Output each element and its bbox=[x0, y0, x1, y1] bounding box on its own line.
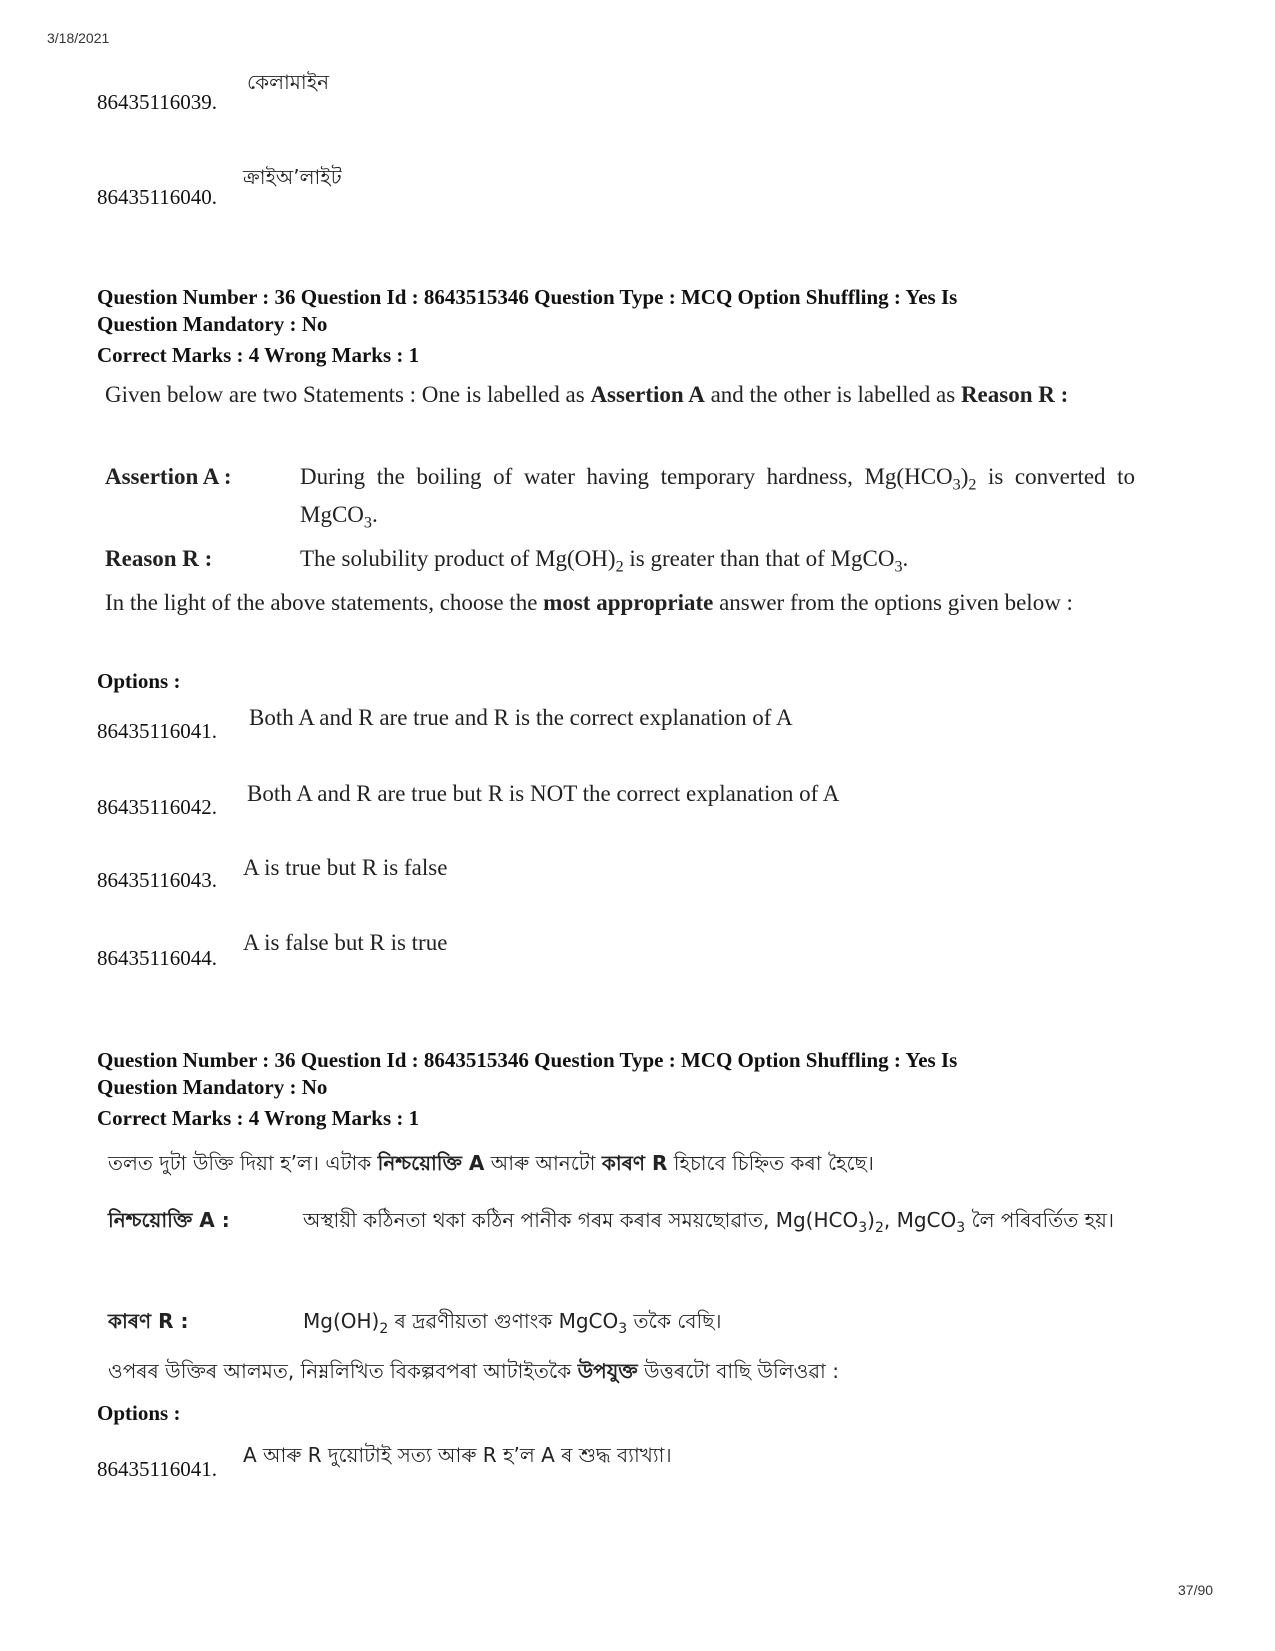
reason-text: $Mg(OH)_2$ ৰ দ্ৰৱণীয়তা গুণাংক MgCO$_3$ তকৈ বেছি। bbox=[303, 1309, 722, 1337]
assertion-text: অস্থায়ী কঠিনতা থকা কঠিন পানীক গৰম কৰাৰ সময়ছোৱাত, $Mg(HCO_3)_2$, MgCO$_3$ লৈ পৰিবৰ্তিত হয়। bbox=[303, 1208, 1115, 1236]
question-header bbox=[97, 284, 1177, 338]
option-text: ক্ৰাইঅ’লাইট bbox=[243, 165, 342, 189]
page-number: 37/90 bbox=[1178, 1582, 1214, 1598]
question-header-line1: Question Number : 36 Question Id : 8643515346 Question Type : MCQ Option Shuffling : Yes Is bbox=[97, 285, 958, 309]
reason-term: কাৰণ R bbox=[601, 1151, 668, 1175]
question-marks: Correct Marks : 4 Wrong Marks : 1 bbox=[97, 343, 420, 367]
assertion-label: নিশ্চয়োক্তি A : bbox=[108, 1208, 230, 1232]
question-header bbox=[97, 1047, 1177, 1101]
option-text: A is false but R is true bbox=[243, 930, 448, 955]
question-intro: Given below are two Statements : One is labelled as Assertion A and the other is labelled as Reason R : bbox=[105, 382, 1069, 407]
question-header-line2: Question Mandatory : No bbox=[97, 1075, 328, 1099]
reason-term: Reason R bbox=[960, 382, 1055, 407]
option-number: 86435116042. bbox=[97, 795, 217, 819]
assertion-term: নিশ্চয়োক্তি A bbox=[377, 1151, 485, 1175]
reason-text: The solubility product of $Mg(OH)_2$ is greater than that of MgCO$_3$. bbox=[300, 546, 909, 576]
question-instruction: ওপৰৰ উক্তিৰ আলমত, নিম্নলিখিত বিকল্পবপৰা আটাইতকৈ উপযুক্ত উত্তৰটো বাছি উলিওৱা : bbox=[108, 1359, 839, 1383]
reason-label: Reason R : bbox=[105, 546, 213, 571]
option-number: 86435116041. bbox=[97, 719, 217, 743]
option-text: Both A and R are true and R is the correct explanation of A bbox=[249, 705, 793, 730]
option-text: A আৰু R দুয়োটাই সত্য আৰু R হ’ল A ৰ শুদ্ধ ব্যাখ্যা। bbox=[243, 1443, 672, 1467]
question-marks: Correct Marks : 4 Wrong Marks : 1 bbox=[97, 1106, 420, 1130]
assertion-text: During the boiling of water having temporary hardness, $Mg(HCO_3)_2$ is converted to MgCO$_3$. bbox=[300, 464, 1136, 532]
option-number: 86435116039. bbox=[97, 90, 217, 114]
option-number: 86435116043. bbox=[97, 868, 217, 892]
question-instruction: In the light of the above statements, choose the most appropriate answer from the options given below : bbox=[105, 590, 1073, 615]
option-text: কেলামাইন bbox=[247, 70, 330, 94]
options-label: Options : bbox=[97, 669, 181, 693]
question-header-line2: Question Mandatory : No bbox=[97, 312, 328, 336]
option-text: Both A and R are true but R is NOT the correct explanation of A bbox=[247, 781, 840, 806]
option-number: 86435116040. bbox=[97, 185, 217, 209]
print-date: 3/18/2021 bbox=[47, 30, 110, 46]
option-text: A is true but R is false bbox=[243, 855, 448, 880]
option-number: 86435116044. bbox=[97, 946, 217, 970]
question-intro: তলত দুটা উক্তি দিয়া হ’ল। এটাক নিশ্চয়োক্তি A আৰু আনটো কাৰণ R হিচাবে চিহ্নিত কৰা হৈছে। bbox=[108, 1151, 874, 1175]
assertion-label: Assertion A : bbox=[105, 464, 232, 489]
option-number: 86435116041. bbox=[97, 1457, 217, 1481]
assertion-term: Assertion A bbox=[590, 382, 705, 407]
reason-label: কাৰণ R : bbox=[108, 1309, 189, 1333]
options-label: Options : bbox=[97, 1401, 181, 1425]
question-header-line1: Question Number : 36 Question Id : 8643515346 Question Type : MCQ Option Shuffling : Yes Is bbox=[97, 1048, 958, 1072]
